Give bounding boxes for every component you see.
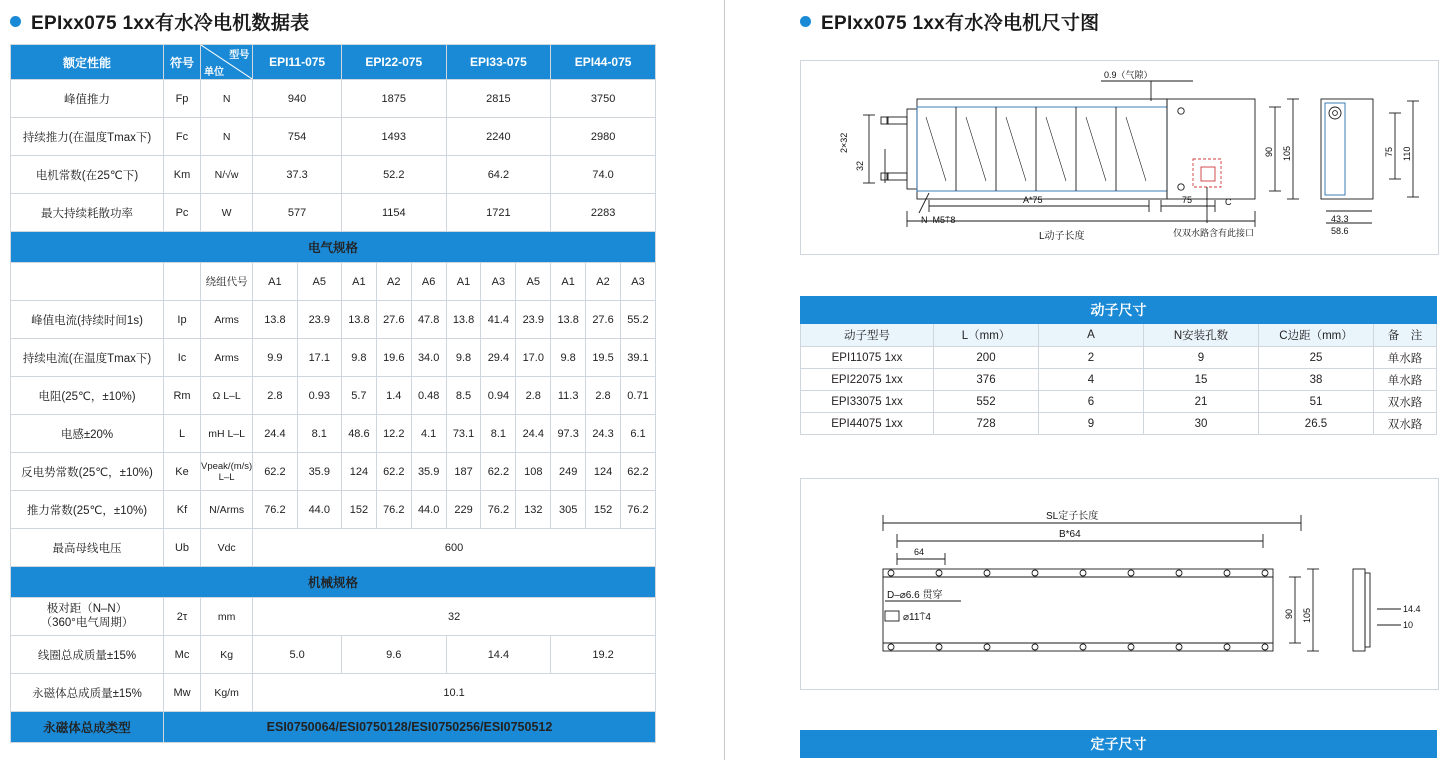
table-row	[11, 453, 656, 491]
dim-col-c: C边距（mm）	[1259, 324, 1374, 347]
right-section-heading	[800, 8, 1099, 35]
cell-value: 单水路	[1374, 347, 1437, 369]
dim-105: 105	[1282, 145, 1292, 161]
cell-value: 32	[253, 598, 656, 636]
row-symbol: Rm	[164, 377, 201, 415]
dim-b64: B*64	[1059, 529, 1081, 540]
cell-value: 13.8	[446, 301, 481, 339]
cell-value: 24.3	[586, 415, 621, 453]
table-row	[11, 529, 656, 567]
row-label: 电机常数(在25℃下)	[11, 156, 164, 194]
row-symbol: Ub	[164, 529, 201, 567]
cell-value: 5.0	[253, 636, 342, 674]
right-heading-text: EPIxx075 1xx有水冷电机尺寸图	[821, 13, 1100, 34]
table-row	[11, 80, 656, 118]
cell-value: 229	[446, 491, 481, 529]
row-symbol: Kf	[164, 491, 201, 529]
row-symbol: Ip	[164, 301, 201, 339]
cell-value: EPI11075 1xx	[801, 347, 934, 369]
row-unit: mm	[201, 598, 253, 636]
row-symbol: L	[164, 415, 201, 453]
winding-code: A1	[253, 263, 297, 301]
table-row	[11, 491, 656, 529]
cell-value: 44.0	[297, 491, 341, 529]
dim-58-6: 58.6	[1331, 226, 1349, 236]
forcer-drawing-box	[800, 60, 1439, 255]
table-row	[11, 301, 656, 339]
cell-value: 62.2	[620, 453, 655, 491]
cell-value: 24.4	[253, 415, 297, 453]
dim-col-note: 备 注	[1374, 324, 1437, 347]
cell-value: 9.8	[446, 339, 481, 377]
cell-value: 108	[516, 453, 551, 491]
cell-value: 200	[934, 347, 1039, 369]
cell-value: 124	[586, 453, 621, 491]
cell-value: 2	[1039, 347, 1144, 369]
row-symbol: Mc	[164, 636, 201, 674]
dim-airgap: 0.9（气隙）	[1104, 70, 1153, 80]
cell-value: 30	[1144, 413, 1259, 435]
dim-a75: A*75	[1023, 195, 1043, 205]
cell-value: 754	[253, 118, 342, 156]
row-label: 持续电流(在温度Tmax下)	[11, 339, 164, 377]
row-unit: N/√w	[201, 156, 253, 194]
cell-value: 14.4	[446, 636, 551, 674]
cell-value: EPI44075 1xx	[801, 413, 934, 435]
band-label: 电气规格	[11, 232, 656, 263]
dim-110-right: 110	[1402, 146, 1412, 161]
winding-code: A1	[446, 263, 481, 301]
row-symbol: Fc	[164, 118, 201, 156]
cell-value: 48.6	[341, 415, 376, 453]
row-label-line1: 极对距（N–N）	[46, 603, 128, 616]
cell-value: 12.2	[376, 415, 411, 453]
dim-table-title-row	[801, 297, 1437, 324]
winding-code: A2	[376, 263, 411, 301]
cell-value: 34.0	[411, 339, 446, 377]
cell-value: 41.4	[481, 301, 516, 339]
bullet-icon	[800, 16, 811, 27]
dim-table-title-row	[801, 731, 1437, 758]
row-unit: Arms	[201, 301, 253, 339]
cell-value: 9	[1144, 347, 1259, 369]
cell-value: 55.2	[620, 301, 655, 339]
stator-drawing-box	[800, 478, 1439, 690]
table-row	[801, 391, 1437, 413]
cell-value: 152	[586, 491, 621, 529]
dim-col-l: L（mm）	[934, 324, 1039, 347]
cell-value: 4.1	[411, 415, 446, 453]
cell-value: 8.1	[297, 415, 341, 453]
dim-14-4: 14.4	[1403, 604, 1421, 614]
cell-value: 19.5	[586, 339, 621, 377]
label-stator-length: SL定子长度	[1046, 511, 1099, 522]
row-unit: Kg	[201, 636, 253, 674]
cell-value: 37.3	[253, 156, 342, 194]
row-unit: W	[201, 194, 253, 232]
cell-value: 双水路	[1374, 413, 1437, 435]
row-unit: N/Arms	[201, 491, 253, 529]
cell-value: 9.8	[551, 339, 586, 377]
cell-value: 9.9	[253, 339, 297, 377]
cell-value: 47.8	[411, 301, 446, 339]
section-band-electrical	[11, 232, 656, 263]
dim-table-title: 定子尺寸	[801, 731, 1437, 758]
row-unit: Vdc	[201, 529, 253, 567]
row-label: 峰值推力	[11, 80, 164, 118]
dim-32: 32	[855, 160, 865, 171]
cell-value: 1.4	[376, 377, 411, 415]
cell-value: 376	[934, 369, 1039, 391]
cell-value: 19.6	[376, 339, 411, 377]
row-label: 最大持续耗散功率	[11, 194, 164, 232]
winding-label: 绕组代号	[201, 263, 253, 301]
cell-value: 2283	[551, 194, 656, 232]
cell-value: 51	[1259, 391, 1374, 413]
section-band-mechanical	[11, 567, 656, 598]
table-row	[11, 377, 656, 415]
dim-2x32: 2×32	[839, 132, 849, 153]
cell-value: 76.2	[376, 491, 411, 529]
th-model-1: EPI22-075	[341, 45, 446, 80]
row-symbol: Km	[164, 156, 201, 194]
cell-value: EPI33075 1xx	[801, 391, 934, 413]
cell-value: 15	[1144, 369, 1259, 391]
cell-value: 62.2	[481, 453, 516, 491]
cell-value: 1154	[341, 194, 446, 232]
winding-code: A5	[297, 263, 341, 301]
spec-table	[10, 44, 656, 743]
table-header-row	[11, 45, 656, 80]
cell-value: 23.9	[297, 301, 341, 339]
note-hole-thru: D–⌀6.6 贯穿	[887, 590, 943, 601]
row-symbol: Pc	[164, 194, 201, 232]
column-divider	[724, 0, 725, 760]
forcer-drawing	[801, 61, 1438, 254]
cell-value: 单水路	[1374, 369, 1437, 391]
row-symbol: 2τ	[164, 598, 201, 636]
cell-value: 62.2	[376, 453, 411, 491]
cell-value: 29.4	[481, 339, 516, 377]
cell-value: 9.8	[341, 339, 376, 377]
dim-col-model: 动子型号	[801, 324, 934, 347]
th-symbol: 符号	[164, 45, 201, 80]
row-unit: Arms	[201, 339, 253, 377]
forcer-dimension-table	[800, 296, 1437, 435]
dim-64: 64	[914, 547, 925, 557]
cell-value: 2980	[551, 118, 656, 156]
row-unit: N	[201, 118, 253, 156]
row-label: 永磁体总成类型	[11, 712, 164, 743]
th-model-0: EPI11-075	[253, 45, 342, 80]
cell-value: 25	[1259, 347, 1374, 369]
table-row	[801, 413, 1437, 435]
cell-value: 10.1	[253, 674, 656, 712]
cell-value: EPI22075 1xx	[801, 369, 934, 391]
cell-value: 35.9	[297, 453, 341, 491]
table-row	[11, 156, 656, 194]
cell-value: 1721	[446, 194, 551, 232]
cell-value: 13.8	[341, 301, 376, 339]
dim-105: 105	[1302, 607, 1312, 623]
table-row	[11, 194, 656, 232]
th-model-2: EPI33-075	[446, 45, 551, 80]
cell-value: 8.1	[481, 415, 516, 453]
cell-value: 187	[446, 453, 481, 491]
row-label: 峰值电流(持续时间1s)	[11, 301, 164, 339]
cell-value: 3750	[551, 80, 656, 118]
row-label: 反电势常数(25℃，±10%)	[11, 453, 164, 491]
left-heading-text: EPIxx075 1xx有水冷电机数据表	[31, 13, 310, 34]
stator-drawing	[801, 479, 1438, 689]
row-label: 电阻(25℃，±10%)	[11, 377, 164, 415]
cell-value: 13.8	[551, 301, 586, 339]
cell-value: ESI0750064/ESI0750128/ESI0750256/ESI0750512	[164, 712, 656, 743]
cell-value: 305	[551, 491, 586, 529]
cell-value: 24.4	[516, 415, 551, 453]
row-label: 最高母线电压	[11, 529, 164, 567]
stator-dimension-table	[800, 730, 1437, 758]
cell-value: 17.1	[297, 339, 341, 377]
cell-value: 74.0	[551, 156, 656, 194]
th-model-3: EPI44-075	[551, 45, 656, 80]
cell-value: 21	[1144, 391, 1259, 413]
cell-value: 4	[1039, 369, 1144, 391]
dim-75-right: 75	[1384, 146, 1394, 157]
th-performance: 额定性能	[11, 45, 164, 80]
row-label-empty	[11, 263, 164, 301]
cell-value: 27.6	[376, 301, 411, 339]
note-hole-counterbore: ⌀11⍑4	[903, 612, 931, 623]
th-model-label: 型号	[229, 50, 250, 61]
cell-value: 152	[341, 491, 376, 529]
cell-value: 2.8	[253, 377, 297, 415]
table-row	[11, 598, 656, 636]
winding-code: A1	[551, 263, 586, 301]
row-symbol: Ic	[164, 339, 201, 377]
cell-value: 1493	[341, 118, 446, 156]
row-label: 推力常数(25℃，±10%)	[11, 491, 164, 529]
row-symbol-empty	[164, 263, 201, 301]
row-label: 线圈总成质量±15%	[11, 636, 164, 674]
cell-value: 11.3	[551, 377, 586, 415]
cell-value: 52.2	[341, 156, 446, 194]
th-unit-model	[201, 45, 253, 80]
table-row	[11, 339, 656, 377]
winding-row	[11, 263, 656, 301]
cell-value: 双水路	[1374, 391, 1437, 413]
th-unit-label: 单位	[204, 67, 224, 78]
cell-value: 73.1	[446, 415, 481, 453]
cell-value: 17.0	[516, 339, 551, 377]
dim-90: 90	[1264, 146, 1274, 157]
row-symbol: Fp	[164, 80, 201, 118]
cell-value: 728	[934, 413, 1039, 435]
row-label: 持续推力(在温度Tmax下)	[11, 118, 164, 156]
cell-value: 600	[253, 529, 656, 567]
cell-value: 6	[1039, 391, 1144, 413]
cell-value: 0.94	[481, 377, 516, 415]
table-row	[11, 674, 656, 712]
cell-value: 132	[516, 491, 551, 529]
magnet-assembly-row	[11, 712, 656, 743]
dim-table-header-row	[801, 324, 1437, 347]
dim-10: 10	[1403, 620, 1414, 630]
dim-75: 75	[1182, 195, 1193, 205]
cell-value: 26.5	[1259, 413, 1374, 435]
row-label: 电感±20%	[11, 415, 164, 453]
cell-value: 0.93	[297, 377, 341, 415]
note-mounting-holes: N–M5⍑8	[921, 215, 956, 225]
dim-table-title: 动子尺寸	[801, 297, 1437, 324]
cell-value: 5.7	[341, 377, 376, 415]
cell-value: 940	[253, 80, 342, 118]
winding-code: A2	[586, 263, 621, 301]
table-row	[11, 118, 656, 156]
row-unit: Kg/m	[201, 674, 253, 712]
cell-value: 8.5	[446, 377, 481, 415]
bullet-icon	[10, 16, 21, 27]
cell-value: 2.8	[586, 377, 621, 415]
row-unit: Vpeak/(m/s) L–L	[201, 453, 253, 491]
dim-col-n: N安装孔数	[1144, 324, 1259, 347]
winding-code: A3	[481, 263, 516, 301]
row-symbol: Ke	[164, 453, 201, 491]
dim-43-3: 43.3	[1331, 214, 1349, 224]
cell-value: 13.8	[253, 301, 297, 339]
left-section-heading	[10, 8, 309, 35]
cell-value: 2815	[446, 80, 551, 118]
cell-value: 76.2	[620, 491, 655, 529]
winding-code: A1	[341, 263, 376, 301]
row-unit: Ω L–L	[201, 377, 253, 415]
winding-code: A5	[516, 263, 551, 301]
row-label	[11, 598, 164, 636]
cell-value: 0.71	[620, 377, 655, 415]
cell-value: 124	[341, 453, 376, 491]
winding-code: A3	[620, 263, 655, 301]
cell-value: 552	[934, 391, 1039, 413]
cell-value: 38	[1259, 369, 1374, 391]
cell-value: 2240	[446, 118, 551, 156]
dim-c: C	[1225, 197, 1232, 207]
cell-value: 27.6	[586, 301, 621, 339]
cell-value: 64.2	[446, 156, 551, 194]
row-label-line2: （360°电气周期）	[40, 616, 134, 629]
dim-90: 90	[1284, 608, 1294, 619]
cell-value: 249	[551, 453, 586, 491]
cell-value: 76.2	[253, 491, 297, 529]
cell-value: 1875	[341, 80, 446, 118]
table-row	[11, 415, 656, 453]
cell-value: 76.2	[481, 491, 516, 529]
row-unit: N	[201, 80, 253, 118]
cell-value: 44.0	[411, 491, 446, 529]
cell-value: 9.6	[341, 636, 446, 674]
note-water-port: 仅双水路含有此接口	[1173, 228, 1255, 238]
cell-value: 97.3	[551, 415, 586, 453]
row-unit: mH L–L	[201, 415, 253, 453]
table-row	[801, 369, 1437, 391]
cell-value: 9	[1039, 413, 1144, 435]
row-label: 永磁体总成质量±15%	[11, 674, 164, 712]
table-row	[801, 347, 1437, 369]
cell-value: 23.9	[516, 301, 551, 339]
band-label: 机械规格	[11, 567, 656, 598]
cell-value: 35.9	[411, 453, 446, 491]
table-row	[11, 636, 656, 674]
cell-value: 39.1	[620, 339, 655, 377]
cell-value: 577	[253, 194, 342, 232]
cell-value: 62.2	[253, 453, 297, 491]
cell-value: 0.48	[411, 377, 446, 415]
cell-value: 19.2	[551, 636, 656, 674]
winding-code: A6	[411, 263, 446, 301]
cell-value: 6.1	[620, 415, 655, 453]
label-forcer-length: L动子长度	[1039, 231, 1085, 242]
dim-col-a: A	[1039, 324, 1144, 347]
row-symbol: Mw	[164, 674, 201, 712]
cell-value: 2.8	[516, 377, 551, 415]
